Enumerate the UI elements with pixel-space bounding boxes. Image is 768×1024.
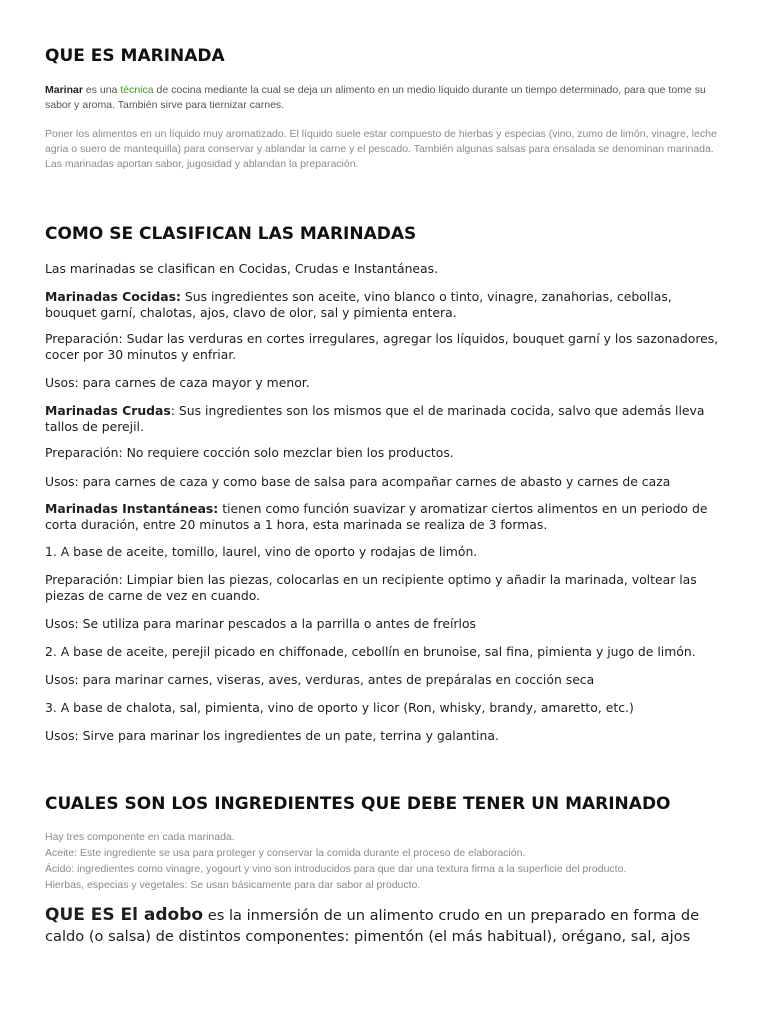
paragraph-crudas-preparacion: Preparación: No requiere cocción solo mezclar bien los productos. — [45, 445, 454, 460]
paragraph-adobo — [45, 905, 735, 947]
paragraph-intro: Las marinadas se clasifican en Cocidas, Crudas e Instantáneas. — [45, 261, 439, 276]
paragraph-marinar-description: Poner los alimentos en un líquido muy aromatizado. El líquido suele estar compuesto de hierbas y especias (vino, zumo de limón, vinagre, leche agria o suero de mantequilla) para conservar y ablandar la carne y el pescado. También algunas salsas para ensalada se denominan marinada. Las marinadas aportan sabor, jugosidad y ablandan la preparación. — [45, 128, 717, 170]
paragraph-forma-3-usos: Usos: Sirve para marinar los ingredientes de un pate, terrina y galantina. — [45, 728, 499, 743]
paragraph-crudas-usos: Usos: para carnes de caza y como base de salsa para acompañar carnes de abasto y carnes de caza — [45, 474, 671, 489]
line-hierbas: Hierbas, especias y vegetales: Se usan básicamente para dar sabor al producto. — [45, 879, 421, 891]
paragraph-forma-1-preparacion: Preparación: Limpiar bien las piezas, colocarlas en un recipiente optimo y añadir la marinada, voltear las piezas de carne de vez en cuando. — [45, 572, 697, 603]
paragraph-forma-1-usos: Usos: Se utiliza para marinar pescados a la parrilla o antes de freírlos — [45, 616, 477, 631]
heading-que-es-marinada: QUE ES MARINADA — [45, 46, 225, 66]
term-adobo: QUE ES El adobo — [45, 905, 204, 925]
term-crudas: Marinadas Crudas — [45, 403, 171, 418]
text-fragment: Sus ingredientes son aceite, vino blanco o tinto, vinagre, zanahorias, cebollas, bouquet garní, chalotas, ajos, clavo de olor, sal y pimienta entera. — [45, 289, 672, 320]
paragraph-cocidas-usos: Usos: para carnes de caza mayor y menor. — [45, 375, 310, 390]
heading-ingredientes: CUALES SON LOS INGREDIENTES QUE DEBE TENER UN MARINADO — [45, 794, 671, 814]
link-tecnica[interactable]: técnica — [120, 84, 154, 96]
paragraph-marinar-definition — [45, 83, 717, 113]
term-marinar: Marinar — [45, 84, 83, 96]
term-cocidas: Marinadas Cocidas: — [45, 289, 181, 304]
term-instantaneas: Marinadas Instantáneas: — [45, 501, 219, 516]
paragraph-instantaneas — [45, 501, 725, 532]
paragraph-crudas — [45, 403, 725, 434]
line-acido: Ácido: ingredientes como vinagre, yogourt y vino son introducidos para que dar una textura firma a la superficie del producto. — [45, 863, 627, 875]
paragraph-forma-3: 3. A base de chalota, sal, pimienta, vino de oporto y licor (Ron, whisky, brandy, amaretto, etc.) — [45, 700, 634, 715]
heading-clasificacion: COMO SE CLASIFICAN LAS MARINADAS — [45, 224, 417, 244]
text-fragment: es la inmersión de un alimento crudo en un preparado en forma de caldo (o salsa) de distintos componentes: pimentón (el más habitual), orégano, sal, ajos — [45, 907, 700, 945]
text-fragment: tienen como función suavizar y aromatizar ciertos alimentos en un periodo de corta duración, entre 20 minutos a 1 hora, esta marinada se realiza de 3 formas. — [45, 501, 708, 532]
text-fragment: de cocina mediante la cual se deja un alimento en un medio líquido durante un tiempo determinado, para que tome su sabor y aroma. También sirve para tiernizar carnes. — [45, 84, 706, 111]
paragraph-cocidas — [45, 289, 725, 320]
paragraph-forma-2-usos: Usos: para marinar carnes, viseras, aves, verduras, antes de prepáralas en cocción seca — [45, 672, 595, 687]
line-aceite: Aceite: Este ingrediente se usa para proteger y conservar la comida durante el proceso de elaboración. — [45, 847, 526, 859]
text-fragment: : Sus ingredientes son los mismos que el de marinada cocida, salvo que además lleva tallos de perejil. — [45, 403, 705, 434]
paragraph-forma-1: 1. A base de aceite, tomillo, laurel, vino de oporto y rodajas de limón. — [45, 544, 478, 559]
line-componentes: Hay tres componente en cada marinada. — [45, 831, 235, 843]
text-fragment: es una — [82, 84, 121, 96]
paragraph-forma-2: 2. A base de aceite, perejil picado en chiffonade, cebollín en brunoise, sal fina, pimienta y jugo de limón. — [45, 644, 696, 659]
paragraph-componentes — [45, 829, 717, 893]
paragraph-cocidas-preparacion: Preparación: Sudar las verduras en cortes irregulares, agregar los líquidos, bouquet garní y los sazonadores, cocer por 30 minutos y enfriar. — [45, 331, 719, 362]
